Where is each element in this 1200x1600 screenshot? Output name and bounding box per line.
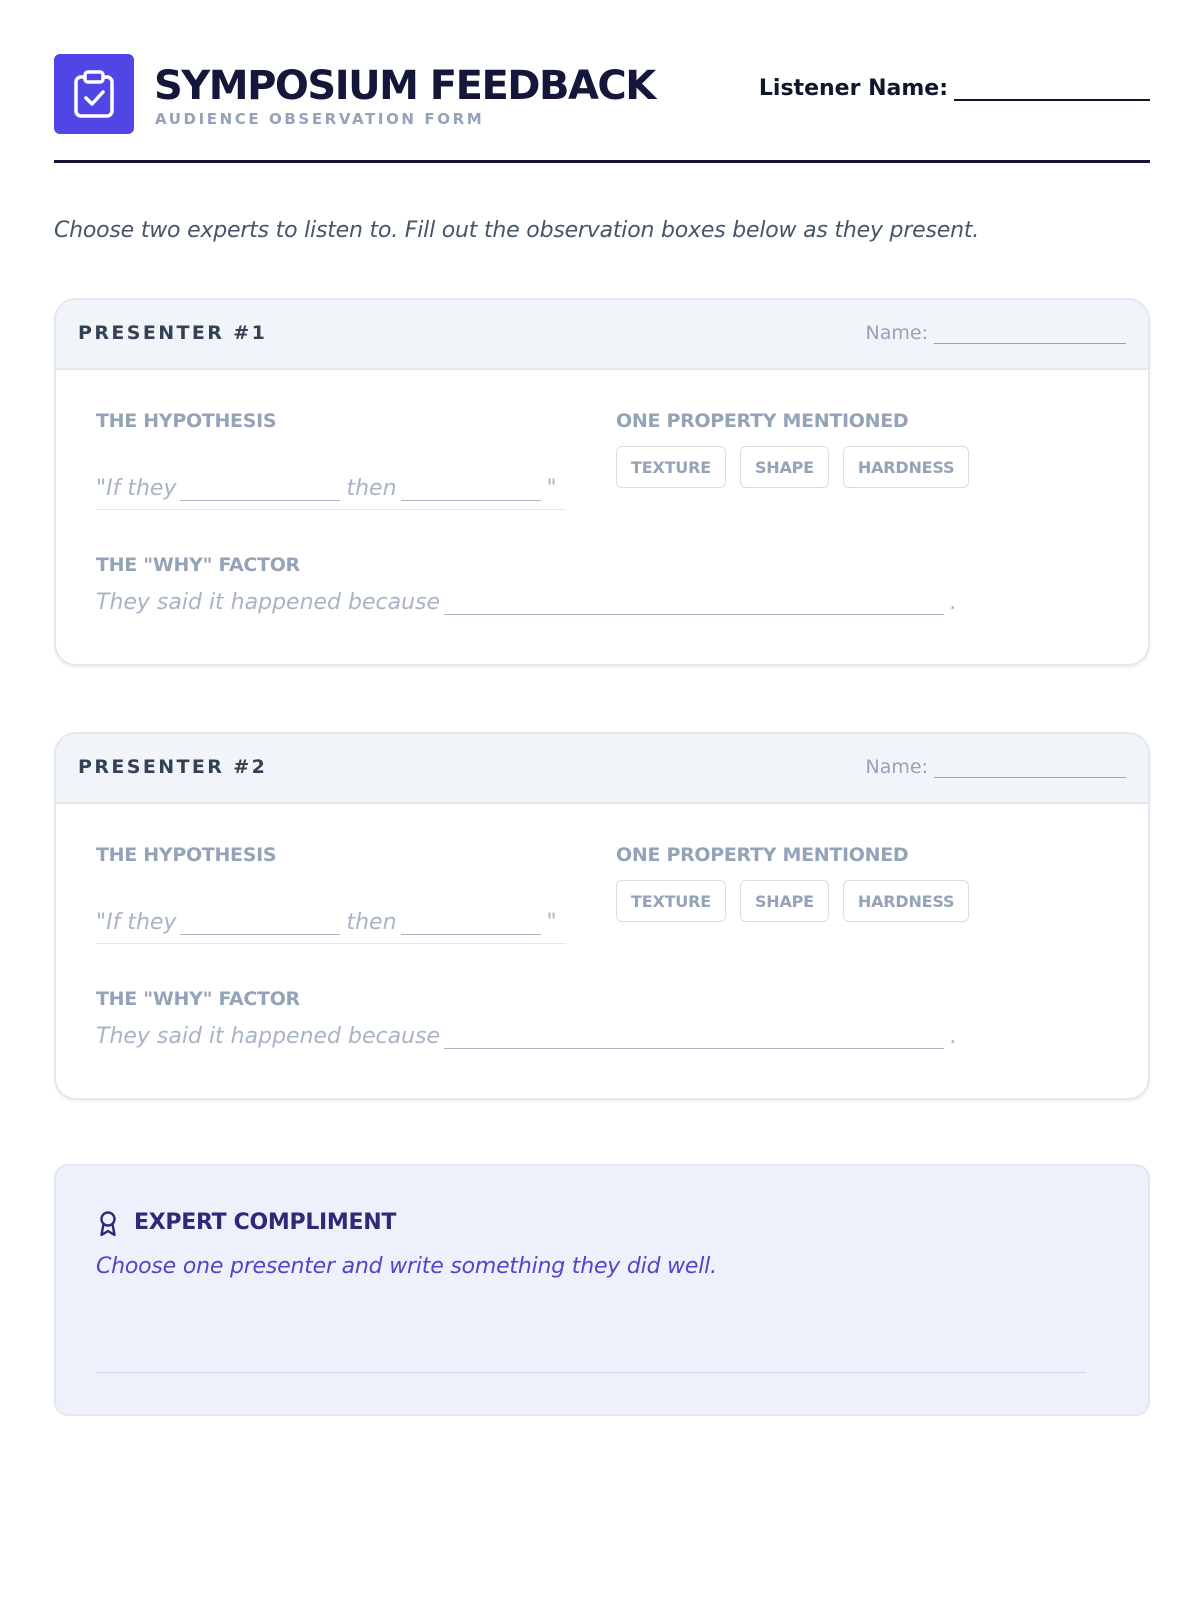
listener-name-label: Listener Name: (758, 76, 948, 101)
clipboard-check-icon (72, 69, 116, 119)
why-factor-text: They said it happened because (96, 1024, 441, 1049)
property-label: ONE PROPERTY MENTIONED (616, 844, 909, 866)
expert-compliment-box (54, 1164, 1150, 1416)
property-tag-shape[interactable]: SHAPE (740, 446, 829, 488)
hypothesis-blank-then[interactable] (401, 481, 541, 501)
why-factor-sentence (96, 1024, 957, 1049)
hypothesis-label: THE HYPOTHESIS (96, 410, 277, 432)
hypothesis-label: THE HYPOTHESIS (96, 844, 277, 866)
presenter-label: PRESENTER #2 (78, 756, 268, 778)
presenter-name-field (866, 322, 1126, 344)
why-factor-sentence (96, 590, 957, 615)
presenter-card-header (56, 734, 1148, 804)
hypothesis-blank-if[interactable] (180, 481, 340, 501)
page-title: SYMPOSIUM FEEDBACK (154, 63, 655, 109)
presenter-name-blank[interactable] (934, 758, 1126, 778)
presenter-name-blank[interactable] (934, 324, 1126, 344)
hypothesis-blank-if[interactable] (180, 915, 340, 935)
why-factor-label: THE "WHY" FACTOR (96, 554, 300, 576)
hypothesis-then: then (346, 910, 397, 935)
property-options (616, 880, 969, 922)
hypothesis-then: then (346, 476, 397, 501)
property-options (616, 446, 969, 488)
presenter-label: PRESENTER #1 (78, 322, 268, 344)
hypothesis-sentence (96, 892, 566, 944)
presenter-card-header (56, 300, 1148, 370)
hypothesis-end: " (546, 476, 557, 501)
logo (54, 54, 134, 134)
hypothesis-end: " (546, 910, 557, 935)
presenter-name-label: Name: (865, 756, 928, 778)
why-factor-text: They said it happened because (96, 590, 441, 615)
property-tag-hardness[interactable]: HARDNESS (843, 880, 969, 922)
listener-name-blank[interactable] (954, 79, 1150, 101)
property-tag-texture[interactable]: TEXTURE (616, 446, 726, 488)
instructions: Choose two experts to listen to. Fill out the observation boxes below as they present. (54, 218, 980, 243)
property-tag-hardness[interactable]: HARDNESS (843, 446, 969, 488)
compliment-title: EXPERT COMPLIMENT (134, 1210, 397, 1235)
hypothesis-sentence (96, 458, 566, 510)
listener-name-field (759, 76, 1150, 101)
presenter-name-label: Name: (865, 322, 928, 344)
property-tag-shape[interactable]: SHAPE (740, 880, 829, 922)
award-ribbon-icon (96, 1210, 120, 1238)
why-factor-label: THE "WHY" FACTOR (96, 988, 300, 1010)
hypothesis-start: "If they (96, 910, 177, 935)
hypothesis-blank-then[interactable] (401, 915, 541, 935)
compliment-writing-line[interactable] (96, 1372, 1086, 1373)
why-factor-end: . (950, 1024, 958, 1049)
why-factor-blank[interactable] (444, 595, 944, 615)
presenter-name-field (866, 756, 1126, 778)
page-subtitle: AUDIENCE OBSERVATION FORM (155, 110, 485, 128)
why-factor-blank[interactable] (444, 1029, 944, 1049)
header-divider (54, 160, 1150, 163)
property-tag-texture[interactable]: TEXTURE (616, 880, 726, 922)
why-factor-end: . (950, 590, 958, 615)
hypothesis-start: "If they (96, 476, 177, 501)
form-header (54, 54, 1150, 162)
presenter-card-1 (54, 298, 1150, 666)
property-label: ONE PROPERTY MENTIONED (616, 410, 909, 432)
presenter-card-2 (54, 732, 1150, 1100)
compliment-prompt: Choose one presenter and write something they did well. (96, 1254, 717, 1279)
